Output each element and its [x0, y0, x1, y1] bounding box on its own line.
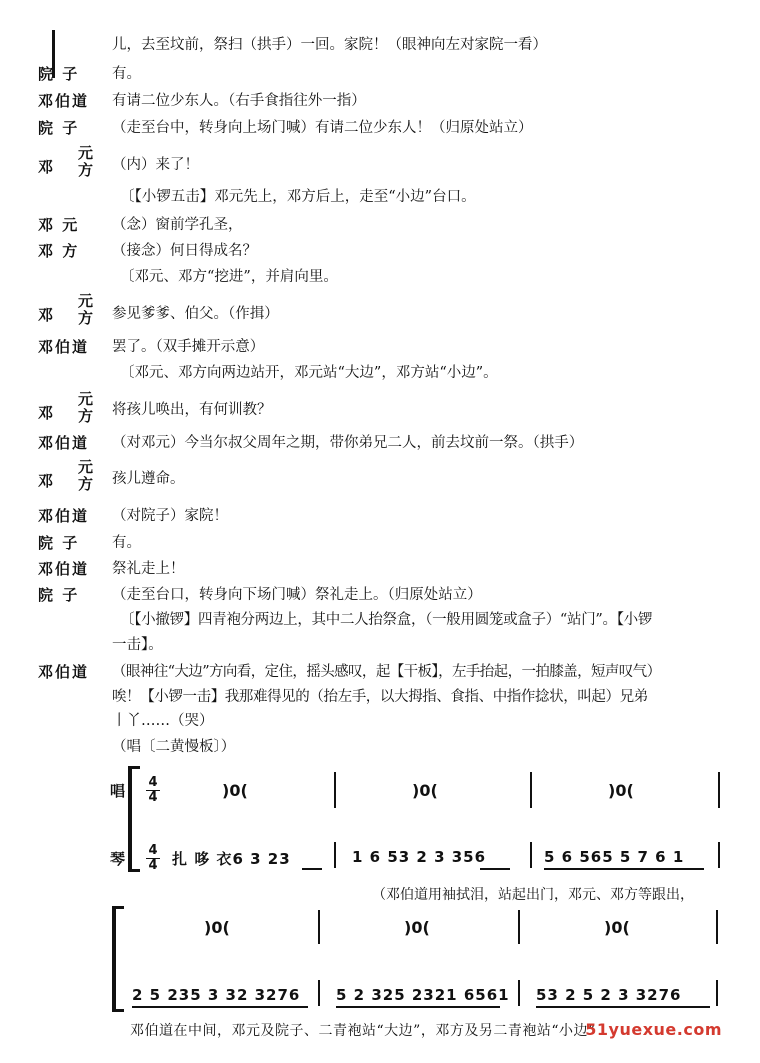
duration-underline — [544, 868, 704, 870]
speaker-label: 邓伯道 — [38, 434, 90, 452]
dialogue-text: （对邓元）今当尔叔父周年之期，带你弟兄二人，前去坟前一祭。（拱手） — [112, 435, 584, 451]
script-line — [0, 214, 760, 242]
dialogue-text: （对院子）家院！ — [112, 508, 228, 524]
speaker-label: 邓伯道 — [38, 507, 90, 525]
duration-underline — [536, 1006, 710, 1008]
barline — [716, 910, 718, 944]
system-bracket — [112, 906, 124, 909]
barline — [716, 980, 718, 1006]
meter-bottom: 4 — [146, 858, 160, 873]
stage-direction: 一击】。 — [112, 637, 163, 653]
system-bracket — [128, 869, 140, 872]
system-bracket — [128, 766, 140, 769]
dialogue-text: 孩儿遵命。 — [112, 471, 185, 487]
barline — [518, 910, 520, 944]
barline — [718, 772, 720, 808]
footer-note: 邓伯道在中间，邓元及院子、二青袍站“大边”，邓方及另二青袍站“小边” — [130, 1023, 596, 1039]
speaker-label-stacked — [38, 294, 110, 332]
duration-underline — [480, 868, 510, 870]
script-line — [0, 146, 760, 184]
script-line — [0, 240, 760, 268]
dialogue-text: （走至台口，转身向下场门喊）祭礼走上。（归原处站立） — [112, 587, 482, 603]
speaker-name-bottom: 方 — [78, 475, 94, 493]
system-bracket — [112, 906, 116, 1012]
speaker-name-top: 元 — [78, 458, 94, 476]
script-line — [0, 266, 760, 294]
script-line — [0, 186, 760, 214]
script-line — [0, 362, 760, 390]
dialogue-text: （眼神往“大边”方向看，定住，摇头感叹，起【干板】，左手抬起，一拍膝盖，短声叹气） — [112, 664, 661, 680]
speaker-name-bottom: 方 — [78, 161, 94, 179]
speaker-label: 邓伯道 — [38, 663, 90, 681]
dialogue-text: 有。 — [112, 66, 141, 82]
speaker-label: 院 子 — [38, 65, 80, 83]
speaker-label-stacked — [38, 392, 110, 430]
script-line — [0, 294, 760, 332]
measure-rest: )0( — [608, 781, 634, 800]
script-line — [0, 63, 760, 91]
speaker-label: 院 子 — [38, 119, 80, 137]
measure-rest: )0( — [412, 781, 438, 800]
duration-underline — [336, 1006, 500, 1008]
meter-bottom: 4 — [146, 790, 160, 805]
speaker-name-top: 元 — [78, 292, 94, 310]
script-line — [0, 634, 760, 662]
measure-rest: )0( — [222, 781, 248, 800]
speaker-name-bottom: 方 — [78, 309, 94, 327]
speaker-surname: 邓 — [38, 472, 54, 490]
barline — [318, 980, 320, 1006]
script-line — [0, 505, 760, 533]
qin-measure: 1 6 53 2 3 356 — [352, 848, 487, 866]
dialogue-text: （内）来了！ — [112, 157, 199, 173]
speaker-label: 院 子 — [38, 534, 80, 552]
meter-top: 4 — [148, 843, 158, 858]
script-line — [0, 532, 760, 560]
script-line — [0, 34, 760, 62]
barline — [530, 772, 532, 808]
dialogue-text: 有请二位少东人。（右手食指往外一指） — [112, 93, 366, 109]
speaker-surname: 邓 — [38, 158, 54, 176]
speaker-surname: 邓 — [38, 306, 54, 324]
dialogue-text: 儿，去至坟前，祭扫（拱手）一回。家院！（眼神向左对家院一看） — [112, 37, 547, 53]
script-line — [0, 460, 760, 498]
qin-measure: 2 5 235 3 32 3276 — [132, 986, 301, 1004]
qin-measure: 53 2 5 2 3 3276 — [536, 986, 682, 1004]
speaker-name-top: 元 — [78, 390, 94, 408]
script-line — [0, 392, 760, 430]
dialogue-text: 有。 — [112, 535, 141, 551]
dialogue-text: 参见爹爹、伯父。（作揖） — [112, 306, 279, 322]
dialogue-text: 唉！【小锣一击】我那难得见的（抬左手，以大拇指、食指、中指作捻状，叫起）兄弟 — [112, 689, 648, 705]
dialogue-text: 罢了。（双手摊开示意） — [112, 339, 265, 355]
barline — [334, 842, 336, 868]
qin-measure: 扎 哆 衣6 3 23 — [172, 850, 291, 868]
stage-direction: 〔【小撤锣】四青袍分两边上，其中二人抬祭盒，（一般用圆笼或盒子）“站门”。【小锣 — [120, 612, 653, 628]
dialogue-text: （走至台中，转身向上场门喊）有请二位少东人！（归原处站立） — [112, 120, 533, 136]
qin-measure: 5 6 565 5 7 6 1 — [544, 848, 685, 866]
system-bracket — [112, 1009, 124, 1012]
speaker-label: 邓 元 — [38, 216, 80, 234]
site-watermark: 51yuexue.com — [585, 1020, 722, 1039]
script-line — [0, 609, 760, 637]
speaker-surname: 邓 — [38, 404, 54, 422]
speaker-name-top: 元 — [78, 144, 94, 162]
stage-direction: 〔邓元、邓方向两边站开，邓元站“大边”，邓方站“小边”。 — [120, 365, 498, 381]
barline — [530, 842, 532, 868]
script-line — [0, 736, 760, 764]
barline — [518, 980, 520, 1006]
speaker-label-stacked — [38, 460, 110, 498]
stage-direction: 〔邓元、邓方“挖进”，并肩向里。 — [120, 269, 338, 285]
measure-rest: )0( — [604, 918, 630, 937]
row-label-sing: 唱 — [110, 782, 126, 800]
barline — [718, 842, 720, 868]
script-line — [0, 90, 760, 118]
script-line — [0, 117, 760, 145]
script-line — [0, 336, 760, 364]
speaker-name-bottom: 方 — [78, 407, 94, 425]
time-signature — [146, 776, 160, 805]
meter-top: 4 — [148, 775, 158, 790]
dialogue-text: （念）窗前学孔圣， — [112, 217, 243, 233]
stage-direction: 〔【小锣五击】邓元先上，邓方后上，走至“小边”台口。 — [120, 189, 476, 205]
script-line — [0, 661, 760, 689]
script-line — [0, 710, 760, 738]
duration-underline — [302, 868, 322, 870]
speaker-label: 邓伯道 — [38, 92, 90, 110]
speaker-label-stacked — [38, 146, 110, 184]
dialogue-text: 将孩儿唤出，有何训教？ — [112, 402, 272, 418]
time-signature — [146, 844, 160, 873]
stage-note: （邓伯道用袖拭泪，站起出门，邓元、邓方等跟出， — [372, 887, 694, 903]
duration-underline — [132, 1006, 308, 1008]
system-bracket — [128, 766, 132, 872]
script-line — [0, 558, 760, 586]
dialogue-text: 丨丫……（哭） — [112, 713, 214, 729]
dialogue-text: （接念）何日得成名？ — [112, 243, 257, 259]
qin-measure: 5 2 325 2321 6561 — [336, 986, 510, 1004]
measure-rest: )0( — [204, 918, 230, 937]
dialogue-text: 祭礼走上！ — [112, 561, 185, 577]
speaker-label: 邓伯道 — [38, 338, 90, 356]
speaker-label: 邓伯道 — [38, 560, 90, 578]
speaker-label: 邓 方 — [38, 242, 80, 260]
script-line — [0, 584, 760, 612]
barline — [318, 910, 320, 944]
singing-cue: （唱〔二黄慢板〕） — [112, 739, 236, 755]
script-line — [0, 432, 760, 460]
row-label-qin: 琴 — [110, 850, 126, 868]
barline — [334, 772, 336, 808]
measure-rest: )0( — [404, 918, 430, 937]
speaker-label: 院 子 — [38, 586, 80, 604]
